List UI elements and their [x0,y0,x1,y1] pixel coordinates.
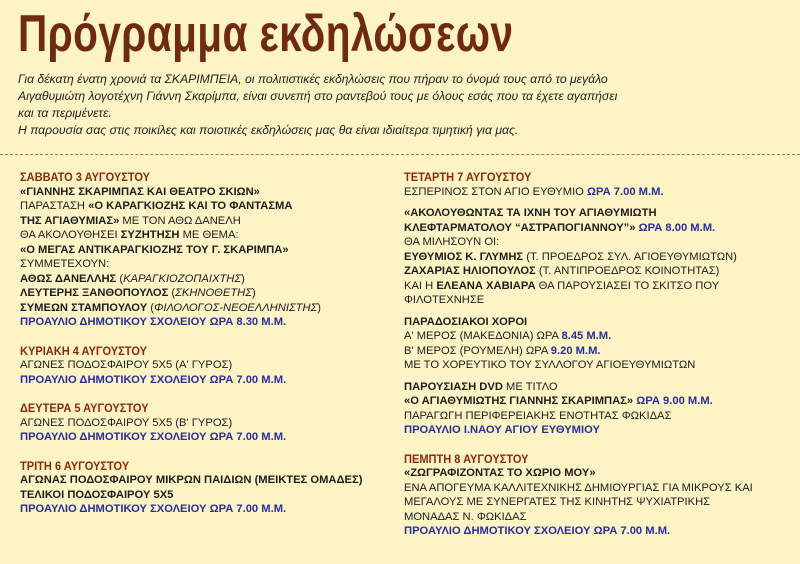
venue-time-text: ΠΡΟΑΥΛΙΟ ΔΗΜΟΤΙΚΟΥ ΣΧΟΛΕΙΟΥ ΩΡΑ 7.00 Μ.Μ. [20,431,287,443]
event-line [404,495,796,510]
venue-time-text: 8.45 Μ.Μ. [561,330,612,342]
event-line [20,199,395,214]
venue-time-text: ΠΡΟΑΥΛΙΟ ΔΗΜΟΤΙΚΟΥ ΣΧΟΛΕΙΟΥ ΩΡΑ 7.00 Μ.Μ. [20,503,287,515]
day-heading: ΣΑΒΒΑΤΟ 3 ΑΥΓΟΥΣΤΟΥ [20,170,151,184]
event-line [404,264,796,279]
event-text: ΜΕ ΘΕΜΑ: [179,229,239,241]
event-text: ΘΑ ΑΚΟΛΟΥΘΗΣΕΙ [20,229,121,241]
event-line [20,430,395,445]
day-heading: ΤΡΙΤΗ 6 ΑΥΓΟΥΣΤΟΥ [20,458,130,473]
event-line [20,243,395,258]
event-line [20,358,395,373]
spacer [20,387,395,401]
event-text: ΑΓΩΝΕΣ ΠΟΔΟΣΦΑΙΡΟΥ 5Χ5 (Α' ΓΥΡΟΣ) [20,359,233,371]
event-line [20,488,395,503]
event-line [404,510,796,525]
event-line [404,423,796,438]
event-text: ΜΕ ΤΟΝ ΑΘΩ ΔΑΝΕΛΗ [119,214,241,227]
venue-time-text: ΠΡΟΑΥΛΙΟ Ι.ΝΑΟΥ ΑΓΙΟΥ ΕΥΘΥΜΙΟΥ [404,424,600,436]
event-text: ΜΕ ΤΙΤΛΟ [502,380,558,393]
event-line [404,250,796,265]
schedule-right-column [404,170,796,539]
event-text: ΣΚΗΝΟΘΕΤΗΣ [175,287,252,299]
spacer [404,199,796,206]
event-line [20,286,395,301]
page-title: Πρόγραμμα εκδηλώσεων [18,5,514,63]
event-text: ΦΙΛΟΛΟΓΟΣ-ΝΕΟΕΛΛΗΝΙΣΤΗΣ [154,301,318,314]
venue-time-text: 9.20 Μ.Μ. [550,344,601,357]
section-divider [0,154,800,155]
event-text: ΠΑΡΑΣΤΑΣΗ [20,200,89,212]
event-text: ΘΑ ΜΙΛΗΣΟΥΝ ΟΙ: [404,236,500,248]
event-line [404,315,796,330]
event-text: Β' ΜΕΡΟΣ (ΡΟΥΜΕΛΗ) ΩΡΑ [404,344,551,357]
venue-time-text: ΠΡΟΑΥΛΙΟ ΔΗΜΟΤΙΚΟΥ ΣΧΟΛΕΙΟΥ ΩΡΑ 7.00 Μ.Μ. [20,373,287,386]
event-line [404,185,796,200]
event-text: ΘΑ ΠΑΡΟΥΣΙΑΣΕΙ ΤΟ ΣΚΙΤΣΟ ΠΟΥ [535,279,720,292]
event-text: ΖΑΧΑΡΙΑΣ ΗΛΙΟΠΟΥΛΟΣ [404,265,536,277]
event-text: «ΖΩΓΡΑΦΙΖΟΝΤΑΣ ΤΟ ΧΩΡΙΟ ΜΟΥ» [404,467,596,479]
event-line [20,185,395,200]
event-line [404,524,796,539]
schedule-left-column [20,170,395,517]
event-text: (Τ. ΠΡΟΕΔΡΟΣ ΣΥΛ. ΑΓΙΟΕΥΘΥΜΙΩΤΩΝ) [523,250,737,263]
venue-time-text: ΩΡΑ 9.00 Μ.Μ. [633,395,713,407]
event-line [404,279,796,294]
event-line [404,235,796,250]
event-text: ΕΥΘΥΜΙΟΣ Κ. ΓΛΥΜΗΣ [404,250,524,263]
event-text: ΤΗΣ ΑΓΙΑΘΥΜΙΑΣ» [20,214,120,227]
event-line [404,466,796,481]
spacer [404,308,796,315]
event-text: ΣΥΜΕΩΝ ΣΤΑΜΠΟΥΛΟΥ [20,301,148,314]
event-text: ( [168,287,176,299]
spacer [404,373,796,380]
day-block [20,401,395,445]
day-block [20,170,395,330]
event-line [404,358,796,373]
event-text: ΕΝΑ ΑΠΟΓΕΥΜΑ ΚΑΛΛΙΤΕΧΝΙΚΗΣ ΔΗΜΙΟΥΡΓΙΑΣ ΓΙΑ ΜΙΚΡΟΥΣ ΚΑΙ [404,481,753,494]
event-line [20,214,395,229]
event-text: ΕΛΕΑΝΑ ΧΑΒΙΑΡΑ [436,279,536,292]
event-text: ΠΑΡΑΔΟΣΙΑΚΟΙ ΧΟΡΟΙ [404,315,528,328]
event-text: ΑΓΩΝΕΣ ΠΟΔΟΣΦΑΙΡΟΥ 5Χ5 (Β' ΓΥΡΟΣ) [20,416,233,429]
event-line [404,206,796,221]
day-heading: ΚΥΡΙΑΚΗ 4 ΑΥΓΟΥΣΤΟΥ [20,343,147,358]
event-line [20,502,395,517]
event-text: ΚΑΡΑΓΚΙΟΖΟΠΑΙΧΤΗΣ [123,272,242,285]
event-text: ΣΥΜΜΕΤΕΧΟΥΝ: [20,258,110,270]
event-line [404,329,796,344]
event-text: ΦΙΛΟΤΕΧΝΗΣΕ [404,294,485,306]
day-block [20,459,395,517]
event-line [20,228,395,243]
spacer [20,330,395,344]
event-text: (Τ. ΑΝΤΙΠΡΟΕΔΡΟΣ ΚΟΙΝΟΤΗΤΑΣ) [535,265,720,277]
day-block [404,452,796,539]
day-heading: ΤΕΤΑΡΤΗ 7 ΑΥΓΟΥΣΤΟΥ [404,170,532,184]
event-text: ΚΛΕΦΤΑΡΜΑΤΟΛΟΥ “ΑΣΤΡΑΠΟΓΙΑΝΝΟΥ”» [404,221,636,234]
venue-time-text: ΩΡΑ 7.00 Μ.Μ. [587,185,664,198]
event-line [20,473,395,488]
event-text: ) [317,301,322,314]
event-text: ΜΕΓΑΛΟΥΣ ΜΕ ΣΥΝΕΡΓΑΤΕΣ ΤΗΣ ΚΙΝΗΤΗΣ ΨΥΧΙΑΤΡΙΚΗΣ [404,496,711,508]
event-text: «ΓΙΑΝΝΗΣ ΣΚΑΡΙΜΠΑΣ ΚΑΙ ΘΕΑΤΡΟ ΣΚΙΩΝ» [20,185,260,198]
event-text: «ΑΚΟΛΟΥΘΩΝΤΑΣ ΤΑ ΙΧΝΗ ΤΟΥ ΑΓΙΑΘΥΜΙΩΤΗ [404,207,657,219]
day-heading: ΔΕΥΤΕΡΑ 5 ΑΥΓΟΥΣΤΟΥ [20,401,149,415]
event-text: «Ο ΚΑΡΑΓΚΙΟΖΗΣ ΚΑΙ ΤΟ ΦΑΝΤΑΣΜΑ [88,200,293,212]
event-text: ΣΥΖΗΤΗΣΗ [120,229,180,241]
event-text: ) [251,287,256,299]
intro-line: και τα περιμένετε. [18,106,112,120]
event-text: ΚΑΙ Η [404,279,437,292]
event-text: ΑΓΩΝΑΣ ΠΟΔΟΣΦΑΙΡΟΥ ΜΙΚΡΩΝ ΠΑΙΔΙΩΝ (ΜΕΙΚΤΕΣ ΟΜΑΔΕΣ) [20,474,363,486]
day-heading: ΠΕΜΠΤΗ 8 ΑΥΓΟΥΣΤΟΥ [404,451,529,466]
event-text: ΑΘΩΣ ΔΑΝΕΛΛΗΣ [20,272,117,285]
spacer [20,445,395,459]
event-text: «Ο ΑΓΙΑΘΥΜΙΩΤΗΣ ΓΙΑΝΝΗΣ ΣΚΑΡΙΜΠΑΣ» [404,395,634,407]
day-block [20,344,395,388]
spacer [404,438,796,452]
day-block [404,170,796,438]
intro-line: Αιγαθυμιώτη λογοτέχνη Γιάννη Σκαρίμπα, είναι συνεπή στο ραντεβού τους με όλους εσάς που τα έχετε αγαπήσει [18,89,618,103]
event-text: ΛΕΥΤΕΡΗΣ ΞΑΝΘΟΠΟΥΛΟΣ [20,287,169,299]
event-line [404,293,796,308]
event-text: ΜΕ ΤΟ ΧΟΡΕΥΤΙΚΟ ΤΟΥ ΣΥΛΛΟΓΟΥ ΑΓΙΟΕΥΘΥΜΙΩΤΩΝ [404,359,696,371]
event-text: ΤΕΛΙΚΟΙ ΠΟΔΟΣΦΑΙΡΟΥ 5Χ5 [20,488,174,501]
event-text: ΜΟΝΑΔΑΣ Ν. ΦΩΚΙΔΑΣ [404,510,527,523]
event-text: ( [147,301,155,314]
event-text: ΕΣΠΕΡΙΝΟΣ ΣΤΟΝ ΑΓΙΟ ΕΥΘΥΜΙΟ [404,185,587,198]
intro-line: Για δέκατη ένατη χρονιά τα ΣΚΑΡΙΜΠΕΙΑ, οι πολιτιστικές εκδηλώσεις που πήραν το όνομά τους από το μεγάλο [18,72,608,86]
event-line [20,257,395,272]
event-text: ΠΑΡΟΥΣΙΑΣΗ DVD [404,380,503,393]
event-line [20,301,395,316]
event-text: Α' ΜΕΡΟΣ (ΜΑΚΕΔΟΝΙΑ) ΩΡΑ [404,330,562,342]
event-line [404,380,796,395]
event-line [404,409,796,424]
event-line [20,373,395,388]
event-line [20,272,395,287]
event-line [20,416,395,431]
event-text: ΠΑΡΑΓΩΓΗ ΠΕΡΙΦΕΡΕΙΑΚΗΣ ΕΝΟΤΗΤΑΣ ΦΩΚΙΔΑΣ [404,409,672,422]
venue-time-text: ΠΡΟΑΥΛΙΟ ΔΗΜΟΤΙΚΟΥ ΣΧΟΛΕΙΟΥ ΩΡΑ 7.00 Μ.Μ. [404,525,671,537]
event-line [404,344,796,359]
event-text: «Ο ΜΕΓΑΣ ΑΝΤΙΚΑΡΑΓΚΙΟΖΗΣ ΤΟΥ Γ. ΣΚΑΡΙΜΠΑ» [20,243,289,256]
event-line [20,315,395,330]
event-line [404,481,796,496]
event-line [404,394,796,409]
intro-line: Η παρουσία σας στις ποικίλες και ποιοτικές εκδηλώσεις μας θα είναι ιδιαίτερα τιμητική για μας. [18,123,519,137]
venue-time-text: ΩΡΑ 8.00 Μ.Μ. [635,221,716,234]
event-text: ( [116,272,124,285]
venue-time-text: ΠΡΟΑΥΛΙΟ ΔΗΜΟΤΙΚΟΥ ΣΧΟΛΕΙΟΥ ΩΡΑ 8.30 Μ.Μ. [20,316,287,328]
intro-paragraph [18,71,788,139]
event-line [404,221,796,236]
event-text: ) [241,272,245,285]
